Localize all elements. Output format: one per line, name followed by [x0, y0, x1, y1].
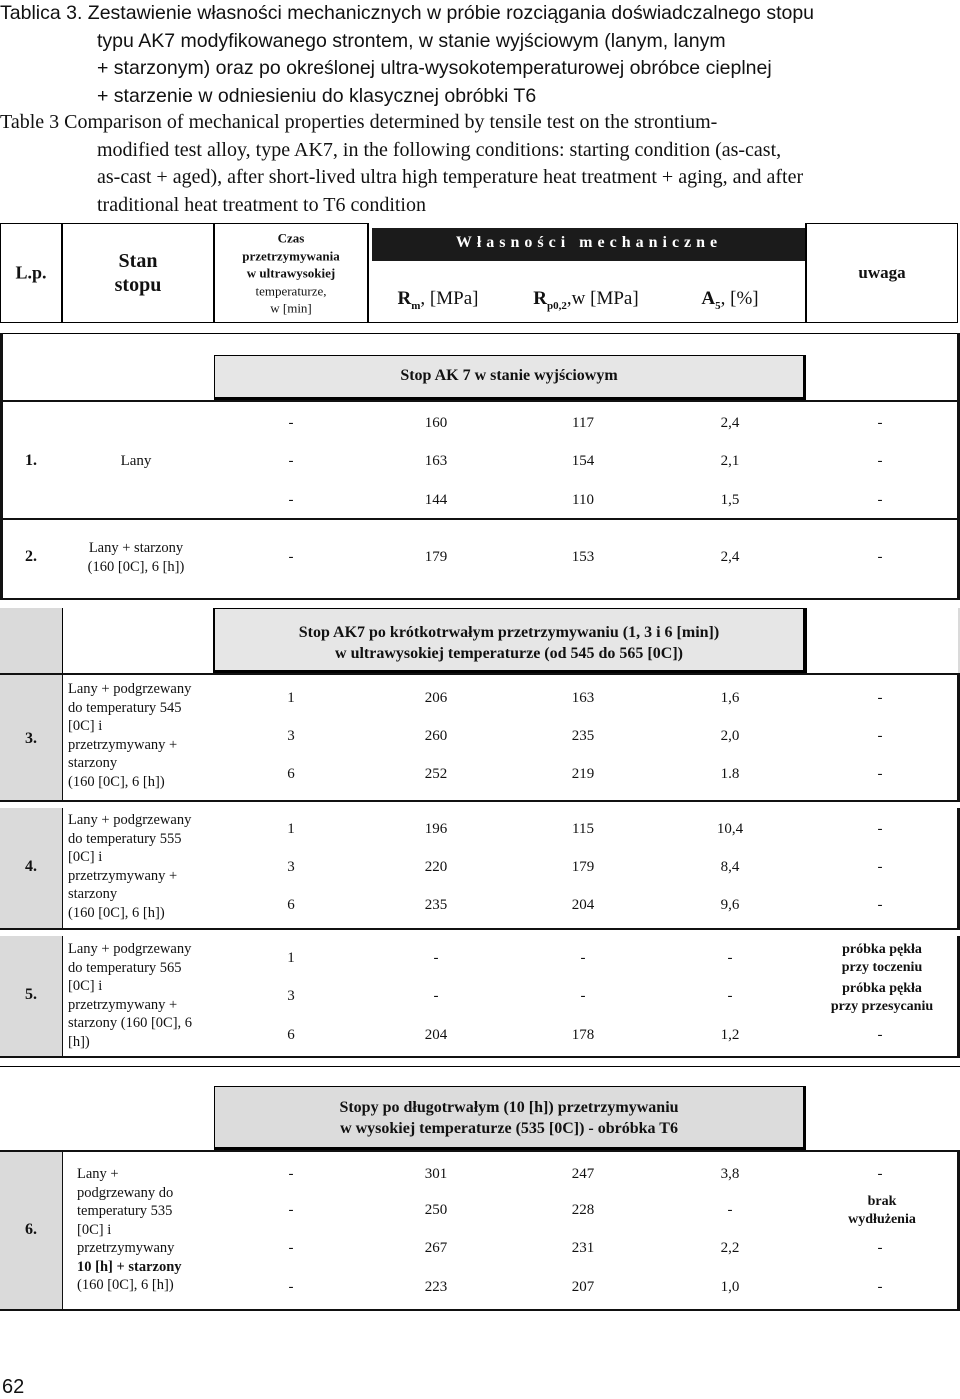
cell-note: - [877, 1166, 883, 1182]
cell-a5: 9,6 [720, 897, 740, 913]
caption-pl-line: + starzonym) oraz po określonej ultra-wysokotemperaturowej obróbce cieplnej [97, 57, 772, 79]
cell-rm: 220 [424, 859, 448, 875]
divider [0, 518, 3, 598]
cell-a5: 1.8 [720, 766, 740, 782]
cell-time: 6 [287, 897, 295, 913]
cell-note: - [877, 1240, 883, 1256]
row-lp: 5. [25, 986, 37, 1003]
cell-note: - [877, 821, 883, 837]
row-lp: 6. [25, 1221, 37, 1238]
section-title-3: Stopy po długotrwałym (10 [h]) przetrzymywaniu w wysokiej temperaturze (535 [0C]) - obróbka T6 [214, 1086, 806, 1150]
cell-time: - [288, 415, 294, 431]
cell-note: - [877, 897, 883, 913]
cell-rp: 178 [571, 1027, 595, 1043]
cell-rm: 260 [424, 728, 448, 744]
row-lp: 3. [25, 730, 37, 747]
header-wlasnosci: Własności mechaniczne [372, 228, 806, 261]
row-lp: 2. [25, 548, 37, 565]
header-czas: Czas przetrzymywania w ultrawysokiej temperaturze, w [min] [214, 223, 368, 323]
cell-rp: 153 [571, 549, 595, 565]
caption-pl-line: Tablica 3. Zestawienie własności mechanicznych w próbie rozciągania doświadczalnego stopu [0, 2, 815, 24]
cell-a5: 1,6 [720, 690, 740, 706]
row-lp: 1. [25, 452, 37, 469]
cell-rp: 154 [571, 453, 595, 469]
cell-rp: - [580, 988, 586, 1004]
cell-rp: 179 [571, 859, 595, 875]
divider [62, 936, 63, 1056]
cell-a5: 2,0 [720, 728, 740, 744]
header-uwaga: uwaga [806, 223, 958, 323]
divider [62, 808, 63, 928]
cell-rm: 235 [424, 897, 448, 913]
cell-rp: 163 [571, 690, 595, 706]
header-rm: $R_m$, [MPa] [397, 288, 479, 312]
cell-rm: 301 [424, 1166, 448, 1182]
divider [0, 1150, 960, 1152]
header-rp: $R_{p0,2},w$ [MPa] [533, 288, 639, 312]
row-state: Lany + podgrzewany do temperatury 555 [0C] i przetrzymywany + starzony (160 [0C], 6 [h]) [68, 812, 192, 921]
cell-rm: 179 [424, 549, 448, 565]
section-blank [806, 608, 958, 673]
header-stan: Stan stopu [62, 223, 214, 323]
caption-pl-line: + starzenie w odniesieniu do klasycznej obróbki T6 [97, 84, 537, 107]
divider [0, 400, 960, 402]
cell-time: 1 [287, 821, 295, 837]
caption-pl-line: typu AK7 modyfikowanego strontem, w stanie wyjściowym (lanym, lanym [97, 29, 726, 52]
cell-note: próbka pękła przy przesycaniu [830, 981, 934, 1014]
cell-a5: 8,4 [720, 859, 740, 875]
cell-time: 3 [287, 859, 295, 875]
cell-note: - [877, 492, 883, 508]
section-blank [62, 608, 214, 673]
divider [62, 1152, 63, 1309]
row-lp: 4. [25, 858, 37, 875]
cell-rp: 117 [572, 415, 594, 431]
cell-a5: - [727, 1202, 733, 1218]
caption-polish [0, 0, 960, 110]
caption-en-line: modified test alloy, type AK7, in the following conditions: starting condition (as-cast, [97, 138, 782, 161]
cell-note: - [877, 1279, 883, 1295]
cell-time: - [288, 549, 294, 565]
cell-rp: 115 [572, 821, 594, 837]
cell-note: - [877, 415, 883, 431]
cell-time: - [288, 1279, 294, 1295]
cell-note: - [877, 453, 883, 469]
cell-note: - [877, 728, 883, 744]
cell-time: 1 [287, 690, 295, 706]
cell-time: - [288, 492, 294, 508]
cell-time: - [288, 1240, 294, 1256]
cell-a5: 3,8 [720, 1166, 740, 1182]
cell-rp: 235 [571, 728, 595, 744]
cell-rp: 207 [571, 1279, 595, 1295]
divider [0, 518, 960, 520]
row-state: Lany + starzony (160 [0C], 6 [h]) [87, 540, 185, 575]
cell-note: brak wydłużenia [848, 1194, 916, 1227]
divider [0, 928, 960, 930]
cell-rm: 223 [424, 1279, 448, 1295]
cell-a5: 1,5 [720, 492, 740, 508]
cell-a5: 1,0 [720, 1279, 740, 1295]
cell-a5: 1,2 [720, 1027, 740, 1043]
cell-a5: 10,4 [716, 821, 744, 837]
cell-rp: - [580, 950, 586, 966]
cell-note: - [877, 1027, 883, 1043]
divider [0, 400, 3, 518]
divider [0, 1309, 960, 1311]
cell-rp: 219 [571, 766, 595, 782]
cell-rm: - [433, 988, 439, 1004]
cell-rp: 204 [571, 897, 595, 913]
cell-time: 3 [287, 728, 295, 744]
divider [0, 673, 960, 675]
divider [62, 675, 63, 800]
cell-time: 6 [287, 766, 295, 782]
cell-rm: 252 [424, 766, 448, 782]
cell-a5: 2,4 [720, 415, 740, 431]
section-title-2: Stop AK7 po krótkotrwałym przetrzymywaniu (1, 3 i 6 [min]) w ultrawysokiej temperaturze (od 545 do 565 [0C]) [214, 608, 806, 673]
cell-rm: 196 [424, 821, 448, 837]
row-state: Lany [120, 453, 152, 469]
row-state: Lany + podgrzewany do temperatury 565 [0C] i przetrzymywany + starzony (160 [0C], 6 [h]) [68, 941, 193, 1050]
divider [0, 598, 960, 600]
cell-a5: - [727, 988, 733, 1004]
cell-a5: 2,4 [720, 549, 740, 565]
divider [0, 333, 3, 400]
cell-time: - [288, 1202, 294, 1218]
section-title-1: Stop AK 7 w stanie wyjściowym [214, 355, 806, 400]
row-state: Lany + podgrzewany do temperatury 545 [0C] i przetrzymywany + starzony (160 [0C], 6 [h]) [68, 681, 192, 790]
cell-a5: - [727, 950, 733, 966]
cell-a5: 2,1 [720, 453, 740, 469]
cell-rp: 247 [571, 1166, 595, 1182]
row-state: Lany + podgrzewany do temperatury 535 [0C] i przetrzymywany 10 [h] + starzony (160 [0C], 6 [h]) [77, 1166, 182, 1293]
cell-rm: 204 [424, 1027, 448, 1043]
cell-time: 6 [287, 1027, 295, 1043]
cell-rm: 144 [424, 492, 448, 508]
caption-english [0, 109, 960, 219]
cell-rm: 267 [424, 1240, 448, 1256]
cell-time: - [288, 1166, 294, 1182]
caption-en-line: traditional heat treatment to T6 condition [97, 193, 426, 216]
cell-time: 1 [287, 950, 295, 966]
cell-note: - [877, 766, 883, 782]
divider [0, 800, 960, 802]
divider [0, 1056, 960, 1058]
header-lp: L.p. [0, 223, 62, 323]
cell-time: 3 [287, 988, 295, 1004]
cell-rp: 231 [571, 1240, 595, 1256]
cell-rp: 110 [572, 492, 594, 508]
cell-rm: 250 [424, 1202, 448, 1218]
cell-note: - [877, 549, 883, 565]
cell-rm: 160 [424, 415, 448, 431]
caption-en-line: as-cast + aged), after short-lived ultra high temperature heat treatment + aging, and after [97, 166, 804, 188]
cell-note: - [877, 859, 883, 875]
cell-note: - [877, 690, 883, 706]
cell-rm: 163 [424, 453, 448, 469]
cell-rp: 228 [571, 1202, 595, 1218]
page-number: 62 [2, 1376, 25, 1398]
cell-a5: 2,2 [720, 1240, 740, 1256]
caption-en-line: Table 3 Comparison of mechanical properties determined by tensile test on the strontium- [0, 111, 718, 133]
cell-note: próbka pękła przy toczeniu [841, 942, 923, 975]
header-a5: $A_5$, [%] [701, 288, 759, 312]
cell-rm: - [433, 950, 439, 966]
cell-time: - [288, 453, 294, 469]
cell-rm: 206 [424, 690, 448, 706]
